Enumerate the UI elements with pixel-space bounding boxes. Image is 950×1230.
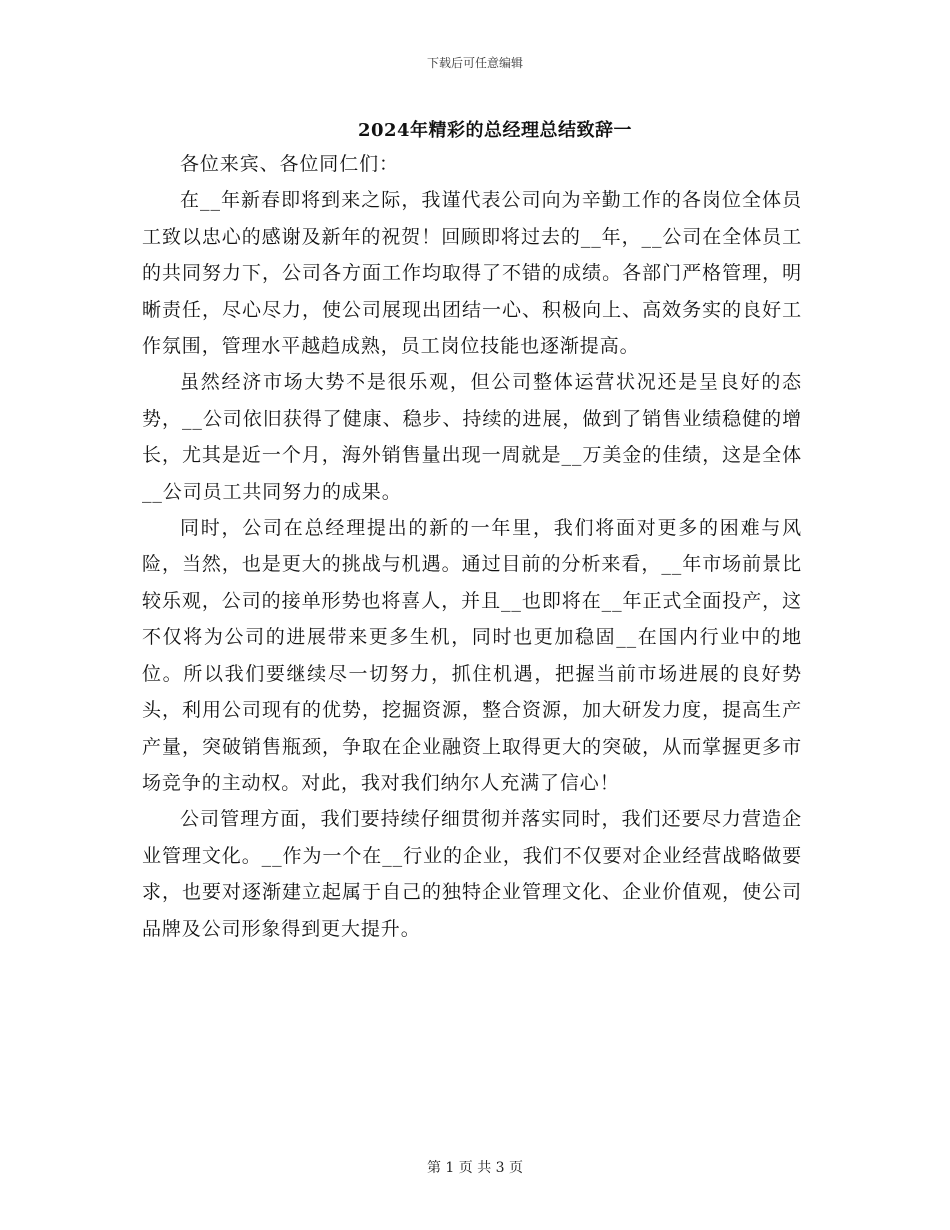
paragraph: 公司管理方面，我们要持续仔细贯彻并落实同时，我们还要尽力营造企业管理文化。__作为一个在__行业的企业，我们不仅要对企业经营战略做要求，也要对逐渐建立起属于自己的独特企业管理文化、企业价值观，使公司品牌及公司形象得到更大提升。 [142, 808, 802, 940]
greeting: 各位来宾、各位同仁们： [180, 153, 399, 175]
document-body [142, 146, 802, 947]
paragraph: 同时，公司在总经理提出的新的一年里，我们将面对更多的困难与风险，当然，也是更大的挑战与机遇。通过目前的分析来看，__年市场前景比较乐观，公司的接单形势也将喜人，并且__也即将在__年正式全面投产，这不仅将为公司的进展带来更多生机，同时也更加稳固__在国内行业中的地位。所以我们要继续尽一切努力，抓住机遇，把握当前市场进展的良好势头，利用公司现有的优势，挖掘资源，整合资源，加大研发力度，提高生产产量，突破销售瓶颈，争取在企业融资上取得更大的突破，从而掌握更多市场竞争的主动权。对此，我对我们纳尔人充满了信心！ [142, 517, 802, 794]
paragraph: 在__年新春即将到来之际，我谨代表公司向为辛勤工作的各岗位全体员工致以忠心的感谢及新年的祝贺！回顾即将过去的__年，__公司在全体员工的共同努力下，公司各方面工作均取得了不错的成绩。各部门严格管理，明晰责任，尽心尽力，使公司展现出团结一心、积极向上、高效务实的良好工作氛围，管理水平越趋成熟，员工岗位技能也逐渐提高。 [142, 189, 802, 358]
header-note: 下载后可任意编辑 [426, 56, 523, 70]
paragraph: 虽然经济市场大势不是很乐观，但公司整体运营状况还是呈良好的态势，__公司依旧获得了健康、稳步、持续的进展，做到了销售业绩稳健的增长，尤其是近一个月，海外销售量出现一周就是__万美金的佳绩，这是全体__公司员工共同努力的成果。 [142, 371, 802, 503]
page-number: 第 1 页 共 3 页 [426, 1160, 524, 1176]
document-title: 2024年精彩的总经理总结致辞一 [357, 120, 633, 141]
